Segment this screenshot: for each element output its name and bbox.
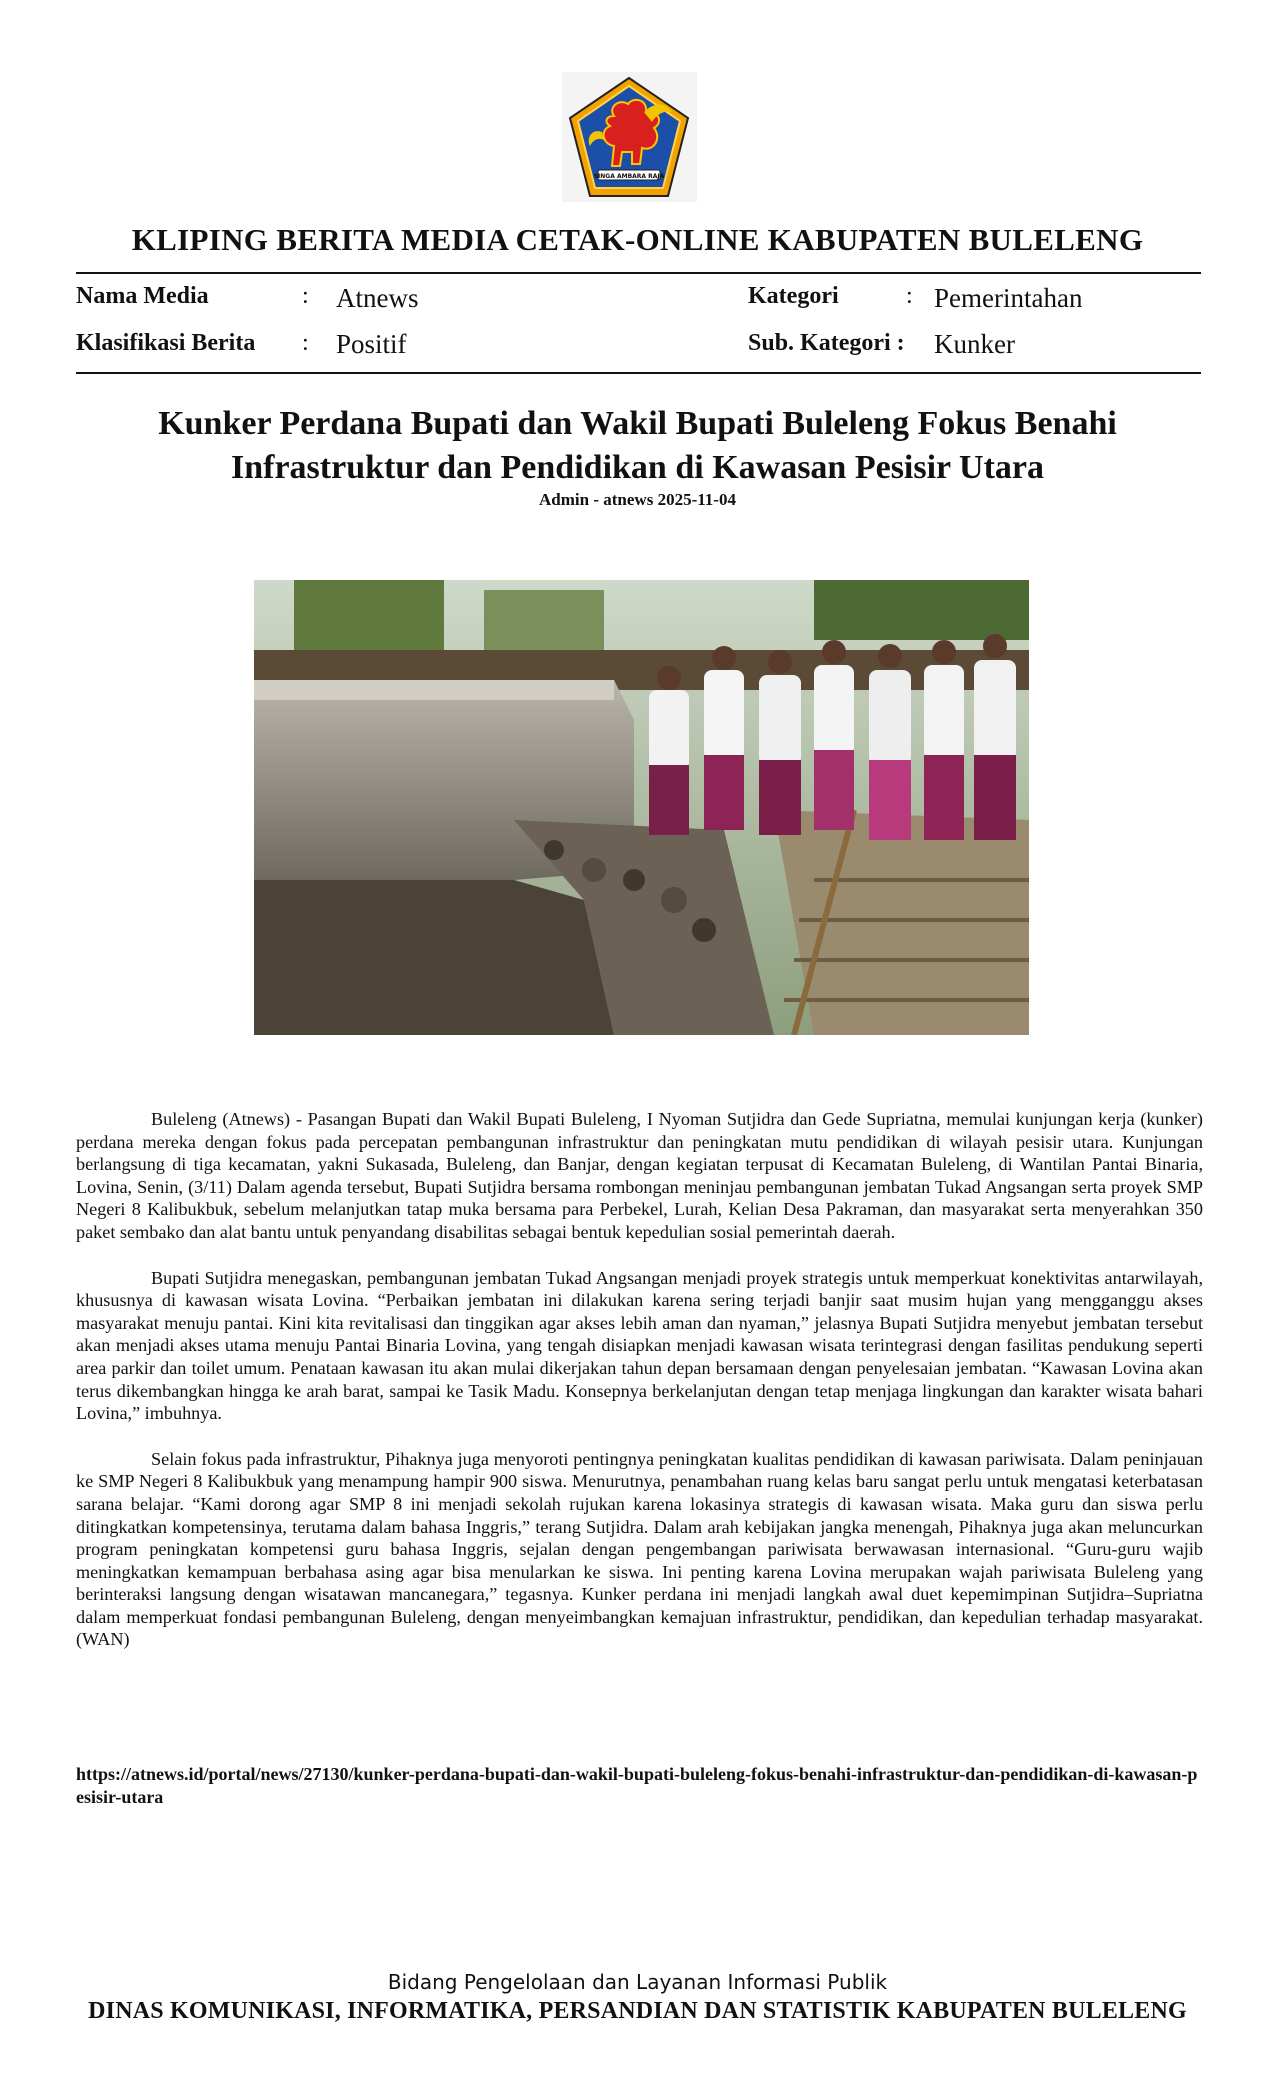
- article-title-line-1: Kunker Perdana Bupati dan Wakil Bupati Buleleng Fokus Benahi: [158, 405, 1117, 442]
- footer-organization: DINAS KOMUNIKASI, INFORMATIKA, PERSANDIAN DAN STATISTIK KABUPATEN BULELENG: [88, 1998, 1187, 2024]
- article-title-line-2: Infrastruktur dan Pendidikan di Kawasan Pesisir Utara: [231, 449, 1044, 486]
- subcategory-label: Sub. Kategori :: [748, 330, 905, 356]
- article-paragraph: Selain fokus pada infrastruktur, Pihaknya juga menyoroti pentingnya peningkatan kualitas pendidikan di kawasan pariwisata. Dalam peninjauan ke SMP Negeri 8 Kalibukbuk yang menampung hampir 900 siswa. Menurutnya, penambahan ruang kelas baru sangat perlu untuk mengatasi keterbatasan sarana belajar. “Kami dorong agar SMP 8 ini menjadi sekolah rujukan karena lokasinya strategis di kawasan wisata. Maka guru dan siswa perlu ditingkatkan kompetensinya, terutama dalam bahasa Inggris,” terang Sutjidra. Dalam arah kebijakan jangka menengah, Pihaknya juga akan meluncurkan program peningkatan kompetensi guru bahasa Inggris, sejalan dengan pengembangan pariwisata berwawasan internasional. “Guru-guru wajib meningkatkan kemampuan berbahasa asing agar bisa menularkan ke siswa. Ini penting karena Lovina merupakan wajah pariwisata Buleleng yang berinteraksi langsung dengan wisatawan mancanegara,” tegasnya. Kunker perdana ini menjadi langkah awal duet kepemimpinan Sutjidra–Supriatna dalam memperkuat fondasi pembangunan Buleleng, dengan menyeimbangkan kemajuan infrastruktur, pendidikan, dan kepedulian terhadap masyarakat. (WAN): [76, 1448, 1203, 1650]
- header-divider-top: [76, 272, 1201, 274]
- article-paragraph: Bupati Sutjidra menegaskan, pembangunan jembatan Tukad Angsangan menjadi proyek strategis untuk memperkuat konektivitas antarwilayah, khususnya di kawasan wisata Lovina. “Perbaikan jembatan ini dilakukan karena sering terjadi banjir saat musim hujan yang mengganggu akses masyarakat menuju pantai. Kini kita revitalisasi dan tinggikan agar akses lebih aman dan nyaman,” jelasnya Bupati Sutjidra menyebut jembatan tersebut akan menjadi akses utama menuju Pantai Binaria Lovina, yang tengah disiapkan menjadi kawasan wisata terintegrasi dengan fasilitas pendukung seperti area parkir dan toilet umum. Penataan kawasan itu akan mulai dikerjakan tahun depan bersamaan dengan penyelesaian jembatan. “Kawasan Lovina akan terus dikembangkan hingga ke arah barat, sampai ke Tasik Madu. Konsepnya berkelanjutan dengan tetap menjaga lingkungan dan karakter wisata bahari Lovina,” imbuhnya.: [76, 1267, 1203, 1424]
- svg-text:SINGA AMBARA RAJA: SINGA AMBARA RAJA: [593, 173, 665, 180]
- article-title: [76, 402, 1199, 490]
- header-divider-bottom: [76, 372, 1201, 374]
- article-byline: Admin - atnews 2025-11-04: [539, 490, 736, 509]
- classification-label: Klasifikasi Berita: [76, 330, 256, 356]
- media-name-label: Nama Media: [76, 283, 209, 309]
- article-body: [76, 1108, 1203, 1674]
- footer-department: Bidang Pengelolaan dan Layanan Informasi Publik: [387, 1970, 888, 1994]
- page-title: KLIPING BERITA MEDIA CETAK-ONLINE KABUPATEN BULELENG: [131, 222, 1144, 257]
- bridge-inspection-photo: [254, 580, 1029, 1035]
- category-label: Kategori: [748, 283, 839, 309]
- media-name-colon: :: [302, 283, 309, 309]
- classification-colon: :: [302, 330, 309, 356]
- subcategory-value: Kunker: [934, 329, 1015, 359]
- article-paragraph: Buleleng (Atnews) - Pasangan Bupati dan Wakil Bupati Buleleng, I Nyoman Sutjidra dan Gede Supriatna, memulai kunjungan kerja (kunker) perdana mereka dengan fokus pada percepatan pembangunan infrastruktur dan peningkatan mutu pendidikan di wilayah pesisir utara. Kunjungan berlangsung di tiga kecamatan, yakni Sukasada, Buleleng, dan Banjar, dengan kegiatan terpusat di Kecamatan Buleleng, di Wantilan Pantai Binaria, Lovina, Senin, (3/11) Dalam agenda tersebut, Bupati Sutjidra bersama rombongan meninjau pembangunan jembatan Tukad Angsangan serta proyek SMP Negeri 8 Kalibukbuk, sebelum melanjutkan tatap muka bersama para Perbekel, Lurah, Kelian Desa Pakraman, dan masyarakat serta menyerahkan 350 paket sembako dan alat bantu untuk penyandang disabilitas sebagai bentuk kepedulian sosial pemerintah daerah.: [76, 1109, 1203, 1242]
- category-colon: :: [906, 283, 913, 309]
- buleleng-regency-emblem-icon: [562, 72, 697, 202]
- source-url-link[interactable]: https://atnews.id/portal/news/27130/kunker-perdana-bupati-dan-wakil-bupati-buleleng-fokus-benahi-infrastruktur-dan-pendidikan-di-kawasan-pesisir-utara: [76, 1764, 1198, 1807]
- category-value: Pemerintahan: [934, 283, 1083, 313]
- media-name-value: Atnews: [336, 283, 419, 313]
- classification-value: Positif: [336, 329, 407, 359]
